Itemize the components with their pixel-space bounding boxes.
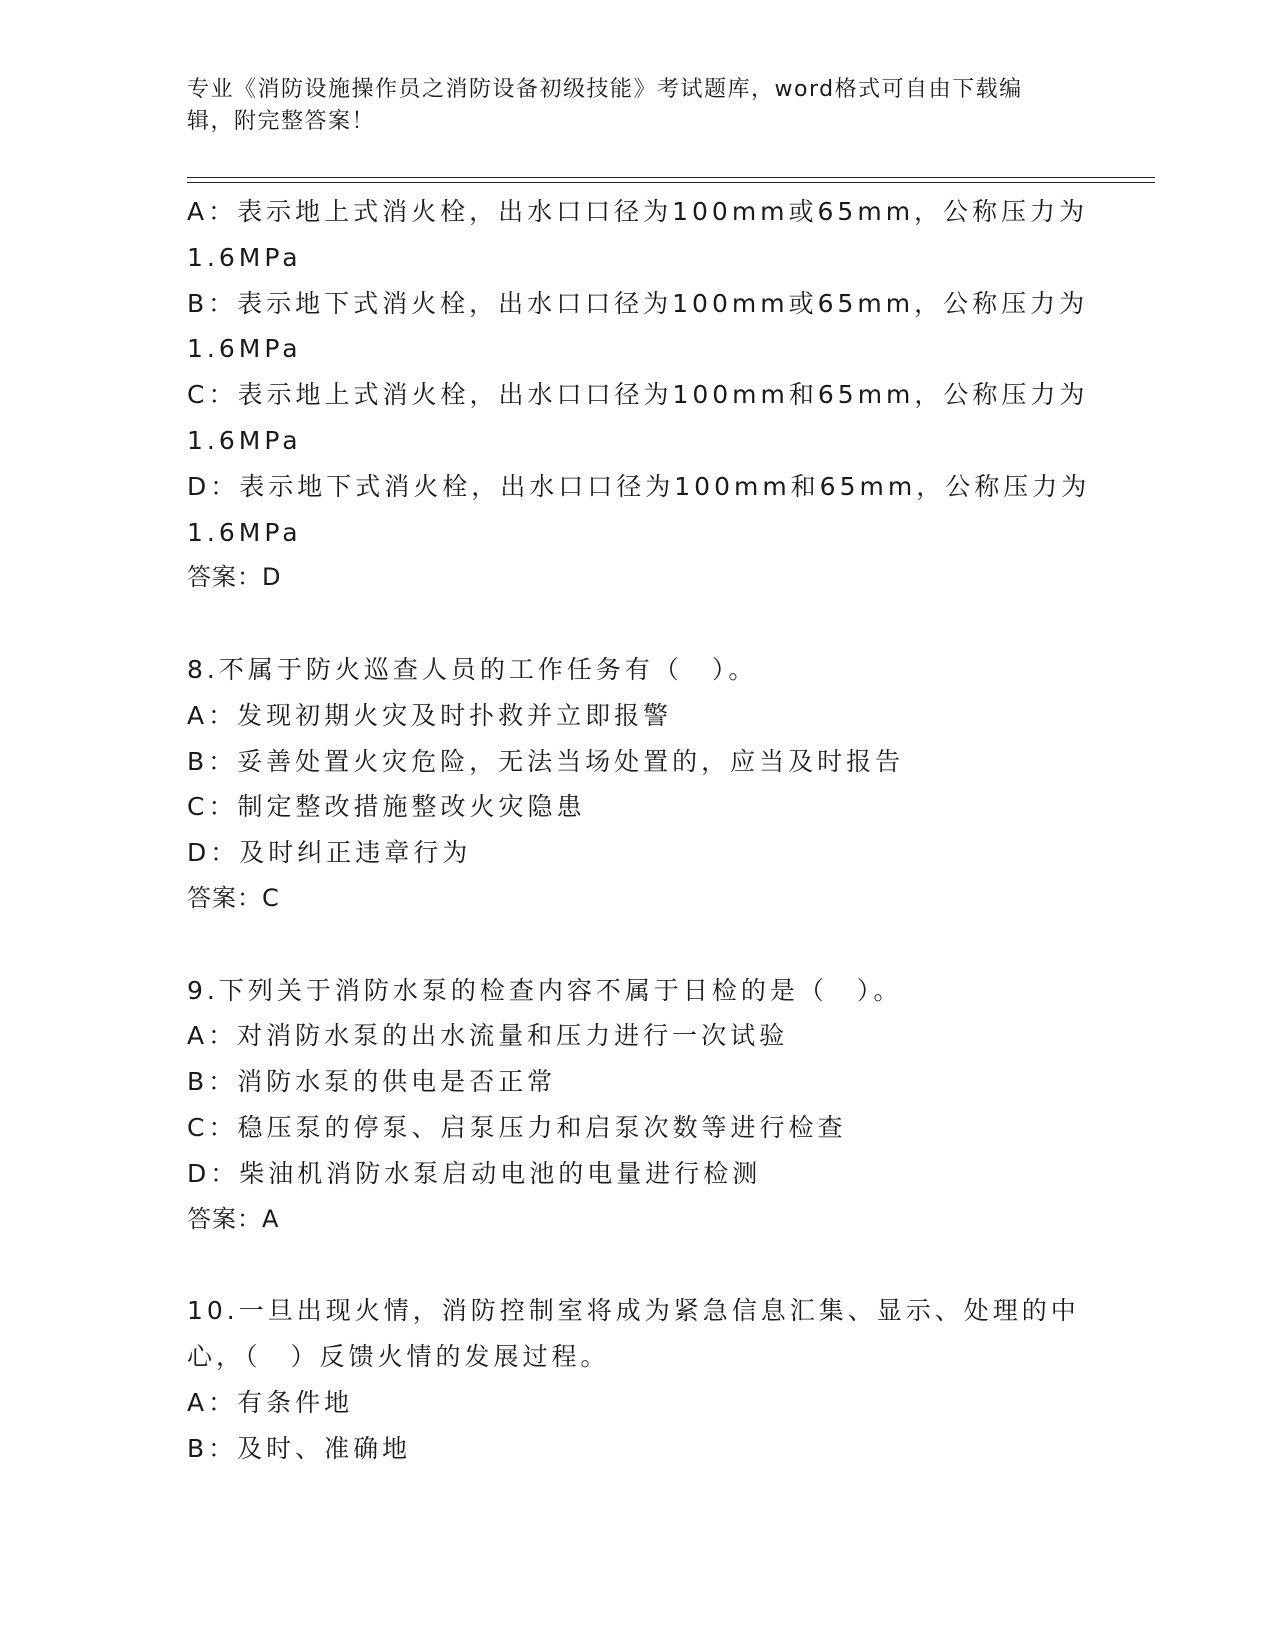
q7-option-d-line-1: D：表示地下式消火栓，出水口口径为100mm和65mm，公称压力为 — [187, 471, 1091, 501]
document-header — [187, 74, 1087, 138]
q7-option-c-line-2: 1.6MPa — [187, 425, 302, 455]
question-10 — [187, 1288, 1087, 1471]
q10-option-b: B：及时、准确地 — [187, 1433, 412, 1463]
q7-option-b-line-1: B：表示地下式消火栓，出水口口径为100mm或65mm，公称压力为 — [187, 288, 1089, 318]
q8-option-c: C：制定整改措施整改火灾隐患 — [187, 792, 586, 822]
q9-option-b: B：消防水泵的供电是否正常 — [187, 1067, 557, 1097]
q7-option-d-line-2: 1.6MPa — [187, 517, 302, 547]
header-line-2: 辑，附完整答案！ — [187, 109, 376, 134]
question-spacer — [187, 601, 1087, 647]
question-9 — [187, 968, 1087, 1243]
q8-answer: 答案：C — [187, 883, 280, 912]
q8-question: 8.不属于防火巡查人员的工作任务有（ ）。 — [187, 654, 758, 684]
question-spacer — [187, 922, 1087, 968]
question-7 — [187, 189, 1091, 601]
q7-option-a-line-2: 1.6MPa — [187, 242, 302, 272]
q7-option-a-line-1: A：表示地上式消火栓，出水口口径为100mm或65mm，公称压力为 — [187, 197, 1089, 226]
q9-question: 9.下列关于消防水泵的检查内容不属于日检的是（ ）。 — [187, 975, 903, 1005]
q8-option-d: D：及时纠正违章行为 — [187, 838, 472, 868]
q8-option-b: B：妥善处置火灾危险，无法当场处置的，应当及时报告 — [187, 746, 905, 776]
q10-question-line-2: 心，（ ）反馈火情的发展过程。 — [187, 1341, 610, 1371]
question-spacer — [187, 1242, 1087, 1288]
q7-option-b-line-2: 1.6MPa — [187, 334, 302, 364]
q7-option-c-line-1: C：表示地上式消火栓，出水口口径为100mm和65mm，公称压力为 — [187, 380, 1089, 410]
question-8 — [187, 647, 1087, 922]
header-rule-top — [187, 177, 1155, 178]
question-content — [187, 189, 1091, 1471]
q9-option-a: A：对消防水泵的出水流量和压力进行一次试验 — [187, 1021, 789, 1051]
header-rule-bottom — [187, 182, 1155, 183]
header-line-1: 专业《消防设施操作员之消防设备初级技能》考试题库，word格式可自由下载编 — [187, 77, 1023, 102]
q9-option-c: C：稳压泵的停泵、启泵压力和启泵次数等进行检查 — [187, 1112, 847, 1142]
q7-answer: 答案：D — [187, 563, 282, 592]
q10-option-a: A：有条件地 — [187, 1387, 354, 1417]
q9-answer: 答案：A — [187, 1204, 280, 1233]
q9-option-d: D：柴油机消防水泵启动电池的电量进行检测 — [187, 1158, 762, 1188]
q8-option-a: A：发现初期火灾及时扑救并立即报警 — [187, 700, 673, 730]
q10-question-line-1: 10.一旦出现火情，消防控制室将成为紧急信息汇集、显示、处理的中 — [187, 1296, 1080, 1326]
